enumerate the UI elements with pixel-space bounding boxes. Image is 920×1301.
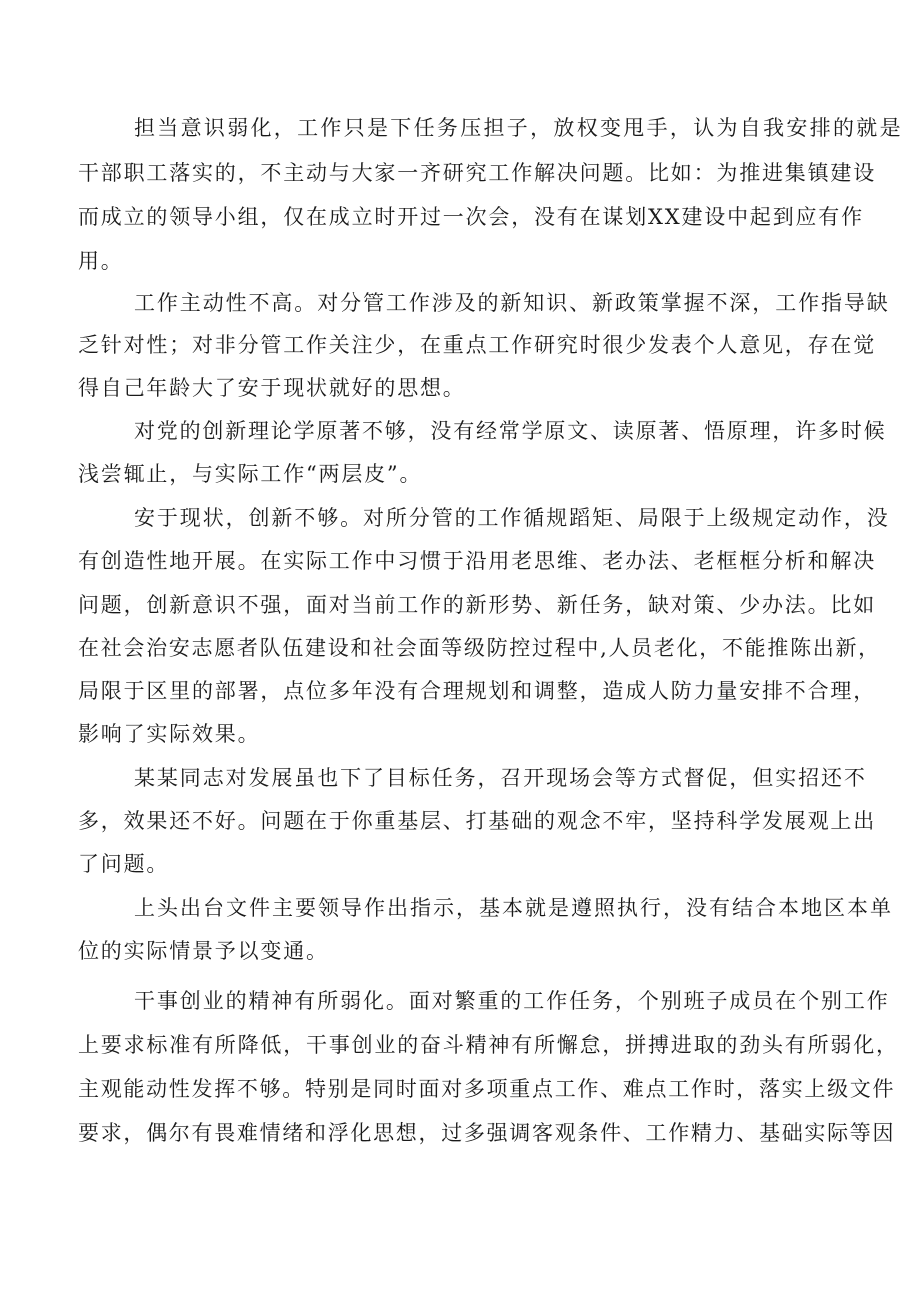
paragraph-3-line-2: 浅尝辄止，与实际工作“两层皮”。 (78, 462, 423, 486)
paragraph-4-line-3: 问题，创新意识不强，面对当前工作的新形势、新任务，缺对策、少办法。比如 (78, 593, 876, 617)
paragraph-4-line-6: 影响了实际效果。 (78, 722, 261, 746)
paragraph-7-line-1: 干事创业的精神有所弱化。面对繁重的工作任务，个别班子成员在个别工作 (134, 989, 890, 1013)
paragraph-2-line-3: 得自己年龄大了安于现状就好的思想。 (78, 376, 466, 400)
paragraph-3-line-1: 对党的创新理论学原著不够，没有经常学原文、读原著、悟原理，许多时候 (134, 419, 887, 443)
paragraph-4-line-5: 局限于区里的部署，点位多年没有合理规划和调整，造成人防力量安排不合理， (78, 679, 876, 703)
paragraph-7-line-3: 主观能动性发挥不够。特别是同时面对多项重点工作、难点工作时，落实上级文件 (78, 1077, 896, 1101)
paragraph-7-line-4: 要求，偶尔有畏难情绪和浮化思想，过多强调客观条件、工作精力、基础实际等因 (78, 1121, 896, 1145)
paragraph-5-line-1: 某某同志对发展虽也下了目标任务，召开现场会等方式督促，但实招还不 (134, 766, 867, 790)
paragraph-1-line-4: 用。 (78, 249, 124, 273)
paragraph-5-line-2: 多，效果还不好。问题在于你重基层、打基础的观念不牢，坚持科学发展观上出 (78, 809, 876, 833)
paragraph-1-line-1: 担当意识弱化，工作只是下任务压担子，放权变甩手，认为自我安排的就是 (134, 116, 903, 140)
paragraph-6-line-2: 位的实际情景予以变通。 (78, 939, 329, 963)
paragraph-4-line-4: 在社会治安志愿者队伍建设和社会面等级防控过程中,人员老化，不能推陈出新， (78, 636, 881, 660)
paragraph-2-line-1: 工作主动性不高。对分管工作涉及的新知识、新政策掌握不深，工作指导缺 (134, 291, 890, 315)
paragraph-7-line-2: 上要求标准有所降低，干事创业的奋斗精神有所懈怠，拼搏进取的劲头有所弱化， (78, 1033, 899, 1057)
paragraph-6-line-1: 上头出台文件主要领导作出指示，基本就是遵照执行，没有结合本地区本单 (134, 896, 893, 920)
paragraph-4-line-1: 安于现状，创新不够。对所分管的工作循规蹈矩、局限于上级规定动作，没 (134, 506, 890, 530)
paragraph-4-line-2: 有创造性地开展。在实际工作中习惯于沿用老思维、老办法、老框框分析和解决 (78, 549, 876, 573)
paragraph-1-line-2: 干部职工落实的，不主动与大家一齐研究工作解决问题。比如：为推进集镇建设 (78, 161, 876, 185)
paragraph-1-line-3: 而成立的领导小组，仅在成立时开过一次会，没有在谋划XX建设中起到应有作 (78, 205, 864, 229)
paragraph-5-line-3: 了问题。 (78, 852, 170, 876)
paragraph-2-line-2: 乏针对性；对非分管工作关注少，在重点工作研究时很少发表个人意见，存在觉 (78, 333, 876, 357)
